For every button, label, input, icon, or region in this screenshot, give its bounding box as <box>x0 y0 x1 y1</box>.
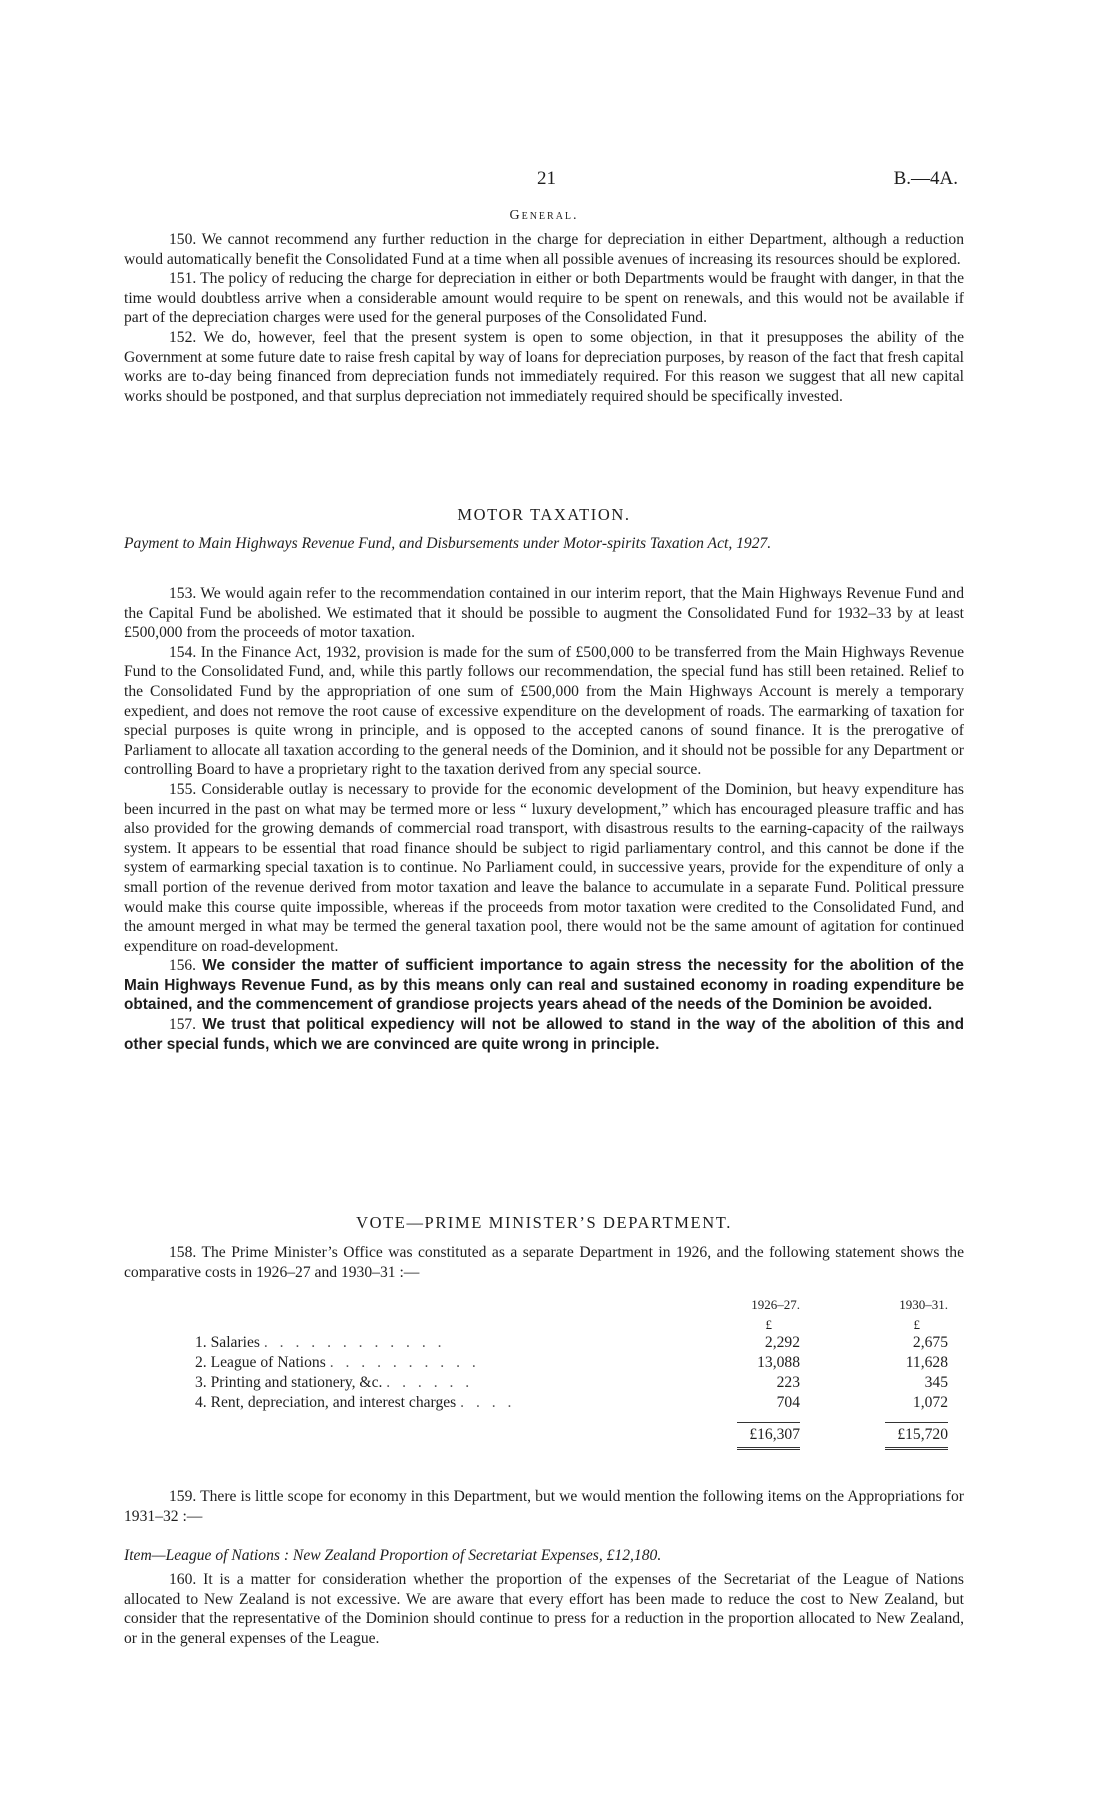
column-header-1926-27: 1926–27. <box>751 1296 800 1312</box>
dot-leader: . . . . <box>460 1393 516 1411</box>
unit-label-2: £ <box>913 1316 920 1332</box>
table-header-row <box>195 1293 948 1313</box>
row-value-1930: 2,675 <box>912 1334 948 1352</box>
paragraph-160: 160. It is a matter for consideration whether the proportion of the expenses of the Secretariat of the League of Nations allocated to New Zealand is not excessive. We are aware that every effort has been made to reduce the cost to New Zealand, but consider that the representative of the Dominion should continue to press for a reduction in the proportion allocated to New Zealand, or in the general expenses of the League. <box>124 1571 964 1647</box>
table-row <box>195 1392 948 1412</box>
paragraph-153: 153. We would again refer to the recommendation contained in our interim report, that the Main Highways Revenue Fund and the Capital Fund be abolished. We estimated that it should be possible to augment the Consolidated Fund for 1932–33 by at least £500,000 from the proceeds of motor taxation. <box>124 585 964 642</box>
document-code: B.—4A. <box>893 168 958 189</box>
section-heading-general: General. <box>509 208 579 223</box>
paragraph-154: 154. In the Finance Act, 1932, provision is made for the sum of £500,000 to be transferred from the Main Highways Revenue Fund to the Consolidated Fund, and, while this partly follows our recommendation, the special fund has still been retained. Relief to the Consolidated Fund by the appropriation of one sum of £500,000 from the Main Highways Account is merely a temporary expedient, and does not remove the root cause of excessive expenditure on the development of roads. The earmarking of taxation for special purposes is quite wrong in principle, and is opposed to the accepted canons of sound finance. It is the prerogative of Parliament to allocate all taxation according to the general needs of the Dominion, and it should not be possible for any Department or controlling Board to have a proprietary right to the taxation derived from any special source. <box>124 643 964 779</box>
dot-leader: . . . . . . . . . . <box>329 1354 480 1372</box>
paragraph-159-block <box>124 1487 964 1526</box>
row-value-1930: 345 <box>924 1373 948 1391</box>
row-label: 1. Salaries <box>195 1334 260 1352</box>
table-row <box>195 1372 948 1392</box>
paragraph-155: 155. Considerable outlay is necessary to provide for the economic development of the Dominion, but heavy expenditure has been incurred in the past on what may be termed more or less “ luxury development,” which has encouraged pleasure traffic and has also provided for the growing demands of commercial road transport, with disastrous results to the earning-capacity of the railways system. It appears to be essential that road finance should be subject to rigid parliamentary control, and this cannot be done if the system of earmarking special taxation is to continue. No Parliament could, in successive years, provide for the expenditure of only a small portion of the revenue derived from motor taxation and leave the balance to accumulate in a separate Fund. Political pressure would make this course quite impossible, whereas if the proceeds from motor taxation were credited to the Consolidated Fund, and the amount merged in what may be termed the general taxation pool, there would not be the same amount of agitation for continued expenditure on road-development. <box>124 780 964 955</box>
paragraph-159: 159. There is little scope for economy in this Department, but we would mention the following items on the Appropriations for 1931–32 :— <box>124 1488 964 1525</box>
dot-leader: . . . . . . . . . . . . <box>263 1334 446 1352</box>
motor-paragraphs <box>124 584 964 1054</box>
row-label: 2. League of Nations <box>195 1354 326 1372</box>
paragraph-157-number: 157. <box>169 1016 196 1034</box>
row-value-1926: 223 <box>776 1373 800 1391</box>
row-value-1930: 1,072 <box>912 1393 948 1411</box>
paragraph-151: 151. The policy of reducing the charge for depreciation in either or both Departments would be fraught with danger, in that the time would doubtless arrive when a considerable amount would require to be spent on renewals, and this would not be available if part of the depreciation charges were used for the general purposes of the Consolidated Fund. <box>124 270 964 327</box>
table-row <box>195 1352 948 1372</box>
row-value-1926: 13,088 <box>757 1354 800 1372</box>
table-row <box>195 1333 948 1353</box>
comparative-costs-table <box>195 1293 948 1450</box>
item-heading-league: Item—League of Nations : New Zealand Proportion of Secretariat Expenses, £12,180. <box>124 1547 662 1564</box>
row-label: 4. Rent, depreciation, and interest charges <box>195 1393 457 1411</box>
paragraph-150: 150. We cannot recommend any further reduction in the charge for depreciation in either Department, although a reduction would automatically benefit the Consolidated Fund at a time when all possible avenues of increasing its resources should be explored. <box>124 231 964 268</box>
paragraph-158-block <box>124 1243 964 1282</box>
page-number: 21 <box>537 168 556 189</box>
paragraph-156-number: 156. <box>169 957 196 975</box>
paragraph-156 <box>124 956 964 1015</box>
row-value-1930: 11,628 <box>905 1354 948 1372</box>
unit-label-1: £ <box>765 1316 772 1332</box>
paragraph-160-block <box>124 1570 964 1648</box>
dot-leader: . . . . . . <box>386 1373 474 1391</box>
general-section <box>124 206 964 226</box>
paragraph-156-text: We consider the matter of sufficient importance to again stress the necessity for the abolition of the Main Highways Revenue Fund, as by this means only can real and sustained economy in roading expenditure be obtained, and the commencement of grandiose projects years ahead of the needs of the Dominion be avoided. <box>124 957 964 1014</box>
table-unit-row <box>195 1313 948 1333</box>
column-header-1930-31: 1930–31. <box>899 1296 948 1312</box>
row-value-1926: 704 <box>776 1393 800 1411</box>
row-value-1926: 2,292 <box>764 1334 800 1352</box>
paragraph-158: 158. The Prime Minister’s Office was constituted as a separate Department in 1926, and the following statement shows the comparative costs in 1926–27 and 1930–31 :— <box>124 1244 964 1281</box>
motor-subheading: Payment to Main Highways Revenue Fund, and Disbursements under Motor-spirits Taxation Act, 1927. <box>124 535 772 552</box>
paragraph-157 <box>124 1015 964 1054</box>
row-label: 3. Printing and stationery, &c. <box>195 1373 383 1391</box>
total-1926: £16,307 <box>737 1422 800 1450</box>
paragraph-152: 152. We do, however, feel that the present system is open to some objection, in that it presupposes the ability of the Government at some future date to raise fresh capital by way of loans for depreciation purposes, by reason of the fact that fresh capital works are to-day being financed from depreciation funds not immediately required. For this reason we suggest that all new capital works should be postponed, and that surplus depreciation not immediately required should be specifically invested. <box>124 328 964 405</box>
general-paragraphs <box>124 230 964 406</box>
total-1930: £15,720 <box>885 1422 948 1450</box>
section-heading-prime-minister: VOTE—PRIME MINISTER’S DEPARTMENT. <box>356 1213 732 1232</box>
paragraph-157-text: We trust that political expediency will not be allowed to stand in the way of the abolition of this and other special funds, which we are convinced are quite wrong in principle. <box>124 1016 964 1053</box>
section-heading-motor-taxation: MOTOR TAXATION. <box>457 505 631 524</box>
table-total-row <box>195 1412 948 1450</box>
